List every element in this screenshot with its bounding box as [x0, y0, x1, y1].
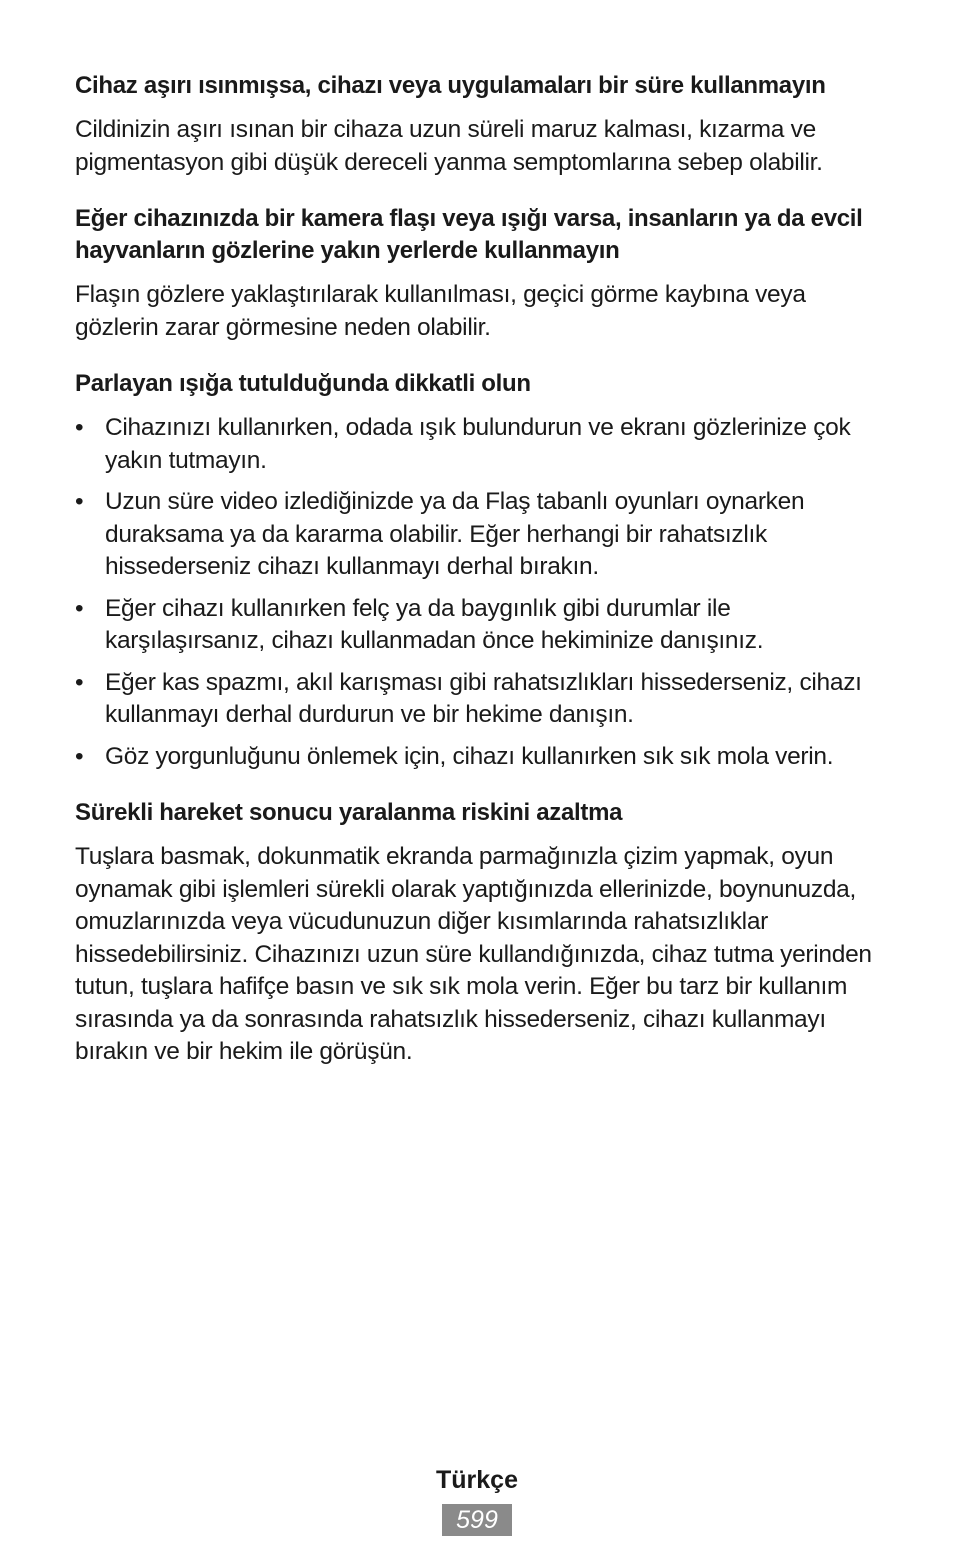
bullet-icon: •: [75, 594, 84, 622]
bullet-icon: •: [75, 414, 84, 441]
section-repetitive-motion: [75, 797, 885, 1069]
section-camera-flash: [75, 203, 885, 344]
list-item: [75, 667, 885, 732]
section-heading: Eğer cihazınızda bir kamera flaşı veya ışığı varsa, insanların ya da evcil hayvanların gözlerine yakın yerlerde kullanmayın: [75, 205, 863, 264]
list-item: [75, 412, 885, 477]
section-bright-light: [75, 368, 885, 773]
list-item-text: Cihazınızı kullanırken, odada ışık bulundurun ve ekranı gözlerinize çok yakın tutmayın.: [105, 414, 851, 474]
list-item-text: Eğer kas spazmı, akıl karışması gibi rahatsızlıkları hissederseniz, cihazı kullanmayı derhal durdurun ve bir hekime danışın.: [105, 668, 862, 728]
section-heading: Parlayan ışığa tutulduğunda dikkatli olun: [75, 370, 531, 397]
section-paragraph: Tuşlara basmak, dokunmatik ekranda parmağınızla çizim yapmak, oyun oynamak gibi işlemleri sürekli olarak yaptığınızda ellerinizde, boynunuzda, omuzlarınızda veya vücudunuzun diğer kısımlarında rahatsızlıklar hissedebilirsiniz. Cihazınızı uzun süre kullandığınızda, cihaz tutma yerinden tutun, tuşlara hafifçe basın ve sık sık mola verin. Eğer bu tarz bir kullanım sırasında ya da sonrasında rahatsızlık hissederseniz, cihazı kullanmayı bırakın ve bir hekim ile görüşün.: [75, 843, 872, 1065]
section-heading: Cihaz aşırı ısınmışsa, cihazı veya uygulamaları bir süre kullanmayın: [75, 72, 826, 99]
list-item: [75, 741, 885, 774]
page-number: 599: [442, 1504, 512, 1536]
list-item-text: Uzun süre video izlediğinizde ya da Flaş tabanlı oyunları oynarken duraksama ya da kararma olabilir. Eğer herhangi bir rahatsızlık hissederseniz cihazı kullanmayı derhal bırakın.: [105, 488, 805, 580]
list-item: [75, 593, 885, 658]
list-item-text: Eğer cihazı kullanırken felç ya da baygınlık gibi durumlar ile karşılaşırsanız, cihazı kullanmadan önce hekiminize danışınız.: [105, 594, 764, 654]
bullet-icon: •: [75, 668, 84, 696]
section-paragraph: Cildinizin aşırı ısınan bir cihaza uzun süreli maruz kalması, kızarma ve pigmentasyon gibi düşük dereceli yanma semptomlarına sebep olabilir.: [75, 116, 823, 176]
document-body: [75, 70, 885, 1093]
bullet-icon: •: [75, 742, 84, 770]
footer-language: Türkçe: [436, 1466, 518, 1494]
section-paragraph: Flaşın gözlere yaklaştırılarak kullanılması, geçici görme kaybına veya gözlerin zarar görmesine neden olabilir.: [75, 281, 806, 341]
bullet-icon: •: [75, 488, 84, 515]
section-overheating: [75, 70, 885, 179]
section-heading: Sürekli hareket sonucu yaralanma riskini azaltma: [75, 799, 623, 826]
bullet-list: [75, 412, 885, 773]
list-item: [75, 486, 885, 584]
list-item-text: Göz yorgunluğunu önlemek için, cihazı kullanırken sık sık mola verin.: [105, 742, 834, 770]
